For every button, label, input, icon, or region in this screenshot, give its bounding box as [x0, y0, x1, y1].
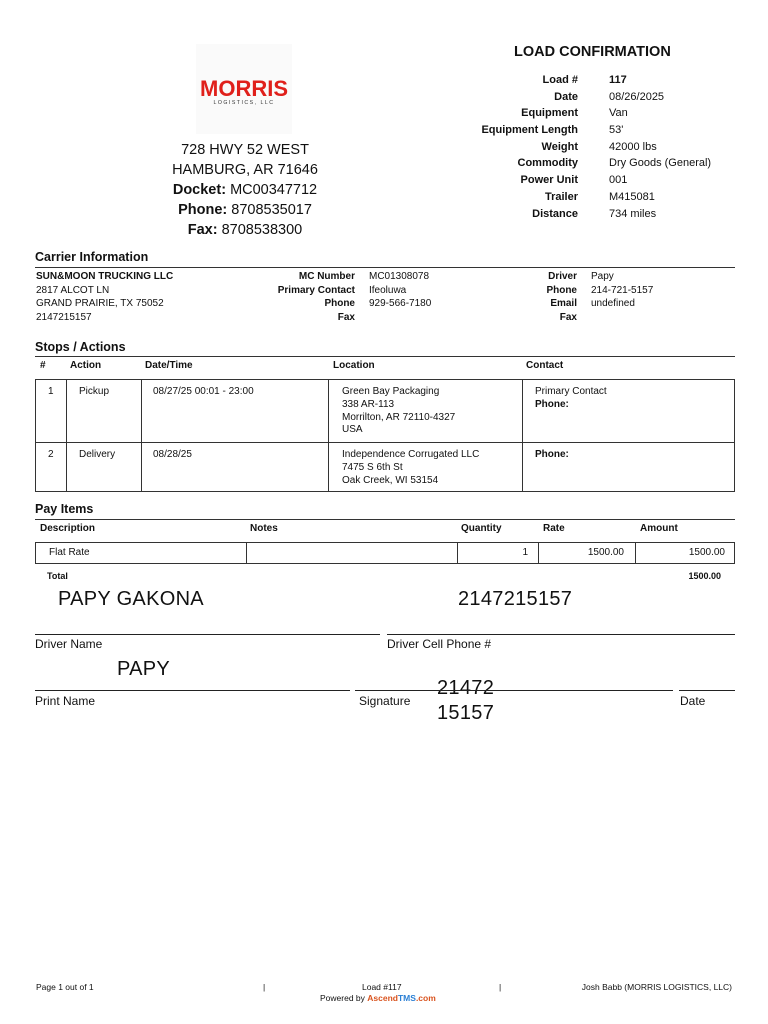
- address-line-2: HAMBURG, AR 71646: [172, 162, 318, 178]
- field-label: Trailer: [544, 190, 578, 203]
- stop-2-location-name: Independence Corrugated LLC: [342, 449, 480, 460]
- stop-2-num: 2: [48, 449, 54, 460]
- footer-powered-by: [320, 993, 436, 1003]
- stop-1-action: Pickup: [79, 386, 110, 397]
- driver-name-label: Driver Name: [35, 637, 103, 651]
- mc-number-value: MC01308078: [369, 271, 430, 282]
- pay-description: Flat Rate: [49, 547, 90, 558]
- pay-table-row: [35, 542, 735, 564]
- carrier-details: [36, 270, 173, 324]
- signature-label: Signature: [359, 694, 411, 708]
- equipment-value: Van: [609, 107, 628, 120]
- footer-user: Josh Babb (MORRIS LOGISTICS, LLC): [581, 982, 732, 992]
- driver-labels: [500, 270, 577, 324]
- stops-divider: [35, 356, 735, 357]
- load-field-values: [609, 72, 759, 222]
- signature-entry-line-2: 15157: [437, 702, 495, 724]
- driver-phone-entry: 2147215157: [458, 588, 573, 610]
- carrier-phone: 2147215157: [36, 311, 92, 323]
- stop-1-location-name: Green Bay Packaging: [342, 386, 440, 397]
- stop-1-location-street: 338 AR-113: [342, 398, 395, 410]
- distance-value: 734 miles: [609, 207, 657, 220]
- stop-1-datetime: 08/27/25 00:01 - 23:00: [153, 386, 254, 397]
- pay-header-quantity: Quantity: [461, 523, 502, 534]
- stops-header-num: #: [40, 360, 46, 371]
- carrier-name: SUN&MOON TRUCKING LLC: [36, 271, 174, 282]
- document-title: LOAD CONFIRMATION: [514, 44, 671, 60]
- field-label: Equipment: [521, 107, 578, 120]
- phone-label: Phone:: [178, 202, 228, 218]
- stops-header-contact: Contact: [526, 360, 564, 371]
- company-logo: [196, 44, 292, 134]
- logo-text: MORRIS: [200, 76, 288, 101]
- fax-value: 8708538300: [221, 222, 303, 238]
- primary-contact-value: Ifeoluwa: [369, 284, 407, 296]
- stop-2-location-city: Oak Creek, WI 53154: [342, 474, 439, 486]
- carrier-mid-values: [369, 270, 431, 324]
- pay-header-rate: Rate: [543, 523, 565, 534]
- pay-amount: 1500.00: [688, 547, 725, 558]
- commodity-value: Dry Goods (General): [609, 157, 712, 170]
- pay-header-notes: Notes: [250, 523, 278, 534]
- field-label: Commodity: [517, 157, 578, 170]
- stop-2-contact: [535, 449, 569, 462]
- fax-label: Fax:: [187, 222, 218, 238]
- driver-phone-label: Driver Cell Phone #: [387, 637, 492, 651]
- power-unit-value: 001: [609, 174, 628, 187]
- field-label: Equipment Length: [481, 124, 578, 137]
- powered-by-text: Powered by: [320, 993, 365, 1003]
- stop-2-location-street: 7475 S 6th St: [342, 461, 403, 473]
- signature-entry: [437, 676, 494, 726]
- pay-header-description: Description: [40, 523, 96, 534]
- driver-phone-line: [387, 634, 735, 635]
- driver-email-value: undefined: [591, 298, 635, 309]
- driver-name-value: Papy: [591, 271, 614, 282]
- carrier-contact-phone-value: 929-566-7180: [369, 298, 432, 309]
- stop-2-location: [342, 449, 479, 487]
- stop-2-action: Delivery: [79, 449, 116, 460]
- phone-line: [150, 200, 340, 220]
- pay-total-value: 1500.00: [688, 571, 721, 581]
- load-field-labels: [460, 72, 578, 222]
- driver-name-entry: PAPY GAKONA: [58, 588, 204, 610]
- stop-1-contact-name: Primary Contact: [535, 386, 607, 397]
- stop-1-contact: [535, 386, 607, 412]
- stops-header-datetime: Date/Time: [145, 360, 193, 371]
- weight-value: 42000 lbs: [609, 140, 657, 153]
- print-name-label: Print Name: [35, 694, 96, 708]
- stop-2-contact-phone-label: Phone:: [535, 449, 569, 460]
- equipment-length-value: 53': [609, 124, 624, 137]
- mc-number-label: MC Number: [298, 271, 355, 282]
- stops-header-action: Action: [70, 360, 102, 371]
- driver-fax-value: [591, 311, 653, 325]
- pay-rate: 1500.00: [587, 547, 624, 558]
- fax-line: [150, 220, 340, 240]
- stop-2-datetime: 08/28/25: [153, 449, 192, 460]
- carrier-address-2: GRAND PRAIRIE, TX 75052: [36, 298, 164, 309]
- stop-1-num: 1: [48, 386, 54, 397]
- primary-contact-label: Primary Contact: [277, 284, 355, 296]
- field-label: Weight: [541, 140, 578, 153]
- tms-brand: TMS: [397, 993, 416, 1003]
- footer-separator: |: [499, 982, 502, 992]
- dotcom-brand: .com: [415, 993, 436, 1003]
- date-label: Date: [680, 694, 706, 708]
- stop-1-location: [342, 386, 455, 437]
- footer-page: Page 1 out of 1: [36, 982, 94, 992]
- field-label: Load #: [542, 74, 578, 86]
- phone-value: 8708535017: [231, 202, 312, 218]
- trailer-value: M415081: [609, 190, 655, 203]
- print-name-entry: PAPY: [117, 658, 171, 680]
- signature-entry-line-1: 21472: [437, 677, 495, 699]
- pay-divider: [35, 519, 735, 520]
- footer-separator: |: [263, 982, 266, 992]
- docket-value: MC00347712: [230, 182, 318, 198]
- stops-table: [35, 379, 735, 492]
- driver-fax-label: Fax: [559, 311, 577, 323]
- signature-line: [355, 690, 673, 691]
- address-line-1: 728 HWY 52 WEST: [181, 142, 309, 158]
- carrier-mid-labels: [250, 270, 355, 324]
- carrier-section-title: Carrier Information: [35, 250, 149, 264]
- carrier-address-1: 2817 ALCOT LN: [36, 284, 110, 296]
- stop-1-location-city: Morrilton, AR 72110-4327: [342, 411, 456, 423]
- carrier-divider: [35, 267, 735, 268]
- load-number-value: 117: [609, 74, 627, 86]
- carrier-fax-label: Fax: [337, 311, 355, 323]
- driver-phone-label: Phone: [546, 284, 577, 296]
- driver-phone-value: 214-721-5157: [591, 284, 654, 296]
- driver-values: [591, 270, 653, 324]
- field-label: Power Unit: [520, 174, 578, 187]
- driver-label: Driver: [548, 271, 577, 282]
- stops-header-location: Location: [333, 360, 375, 371]
- carrier-fax-value: [369, 311, 431, 325]
- pay-quantity: 1: [522, 547, 528, 558]
- stop-1-contact-phone-label: Phone:: [535, 398, 569, 410]
- date-line: [679, 690, 735, 691]
- stop-1-location-country: USA: [342, 424, 363, 436]
- logo-subtext: LOGISTICS, LLC: [213, 100, 275, 106]
- ascend-brand: Ascend: [367, 993, 398, 1003]
- field-label: Distance: [532, 207, 578, 220]
- pay-total-label: Total: [47, 571, 68, 581]
- driver-email-label: Email: [550, 298, 577, 309]
- footer-load: Load #117: [362, 982, 402, 992]
- driver-name-line: [35, 634, 380, 635]
- company-address: [150, 140, 340, 240]
- stops-section-title: Stops / Actions: [35, 340, 126, 354]
- date-value: 08/26/2025: [609, 90, 665, 103]
- carrier-phone-label: Phone: [324, 298, 355, 309]
- field-label: Date: [554, 90, 578, 103]
- docket-label: Docket:: [172, 182, 227, 198]
- pay-section-title: Pay Items: [35, 502, 94, 516]
- docket-line: [150, 180, 340, 200]
- pay-header-amount: Amount: [640, 523, 678, 534]
- print-name-line: [35, 690, 350, 691]
